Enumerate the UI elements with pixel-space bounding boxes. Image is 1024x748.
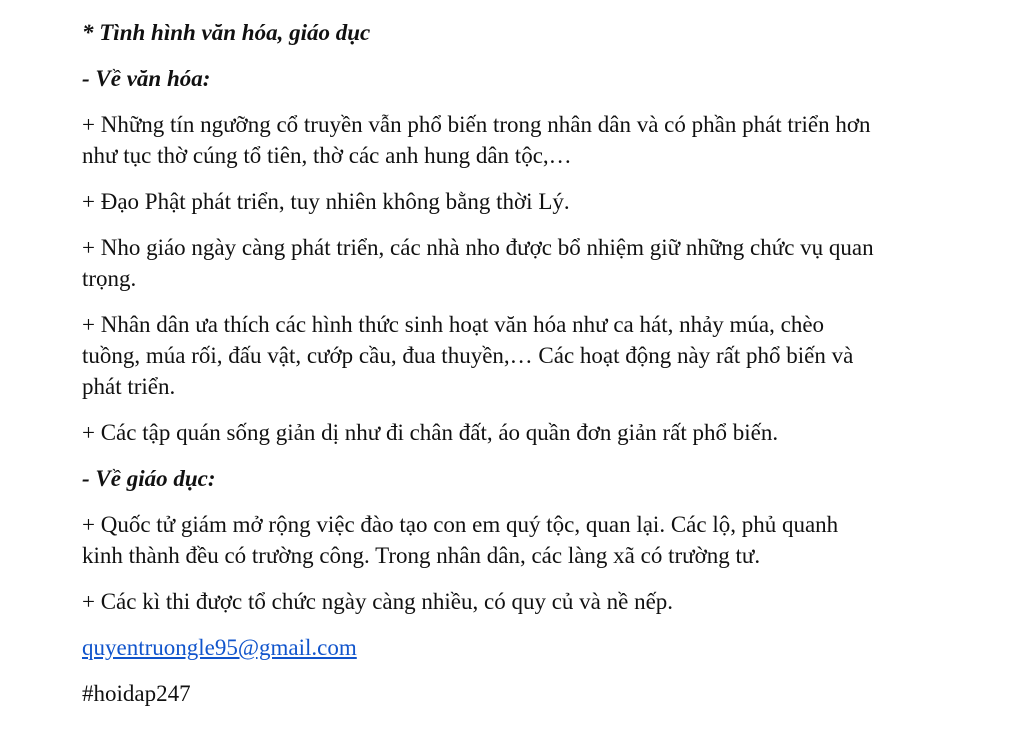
paragraph-line: + Các tập quán sống giản dị như đi chân đất, áo quần đơn giản rất phổ biến. (82, 420, 779, 445)
culture-heading: - Về văn hóa: (82, 66, 211, 91)
paragraph-line: + Những tín ngưỡng cổ truyền vẫn phổ biến trong nhân dân và có phần phát triển hơn (82, 112, 871, 137)
section-title: * Tình hình văn hóa, giáo dục (82, 20, 371, 45)
education-paragraph-1 (82, 509, 962, 571)
document-page (82, 17, 962, 724)
paragraph-line: tuồng, múa rối, đấu vật, cướp cầu, đua thuyền,… Các hoạt động này rất phổ biến và (82, 343, 854, 368)
email-block (82, 632, 962, 663)
culture-paragraph-3 (82, 232, 962, 294)
paragraph-line: + Nhân dân ưa thích các hình thức sinh hoạt văn hóa như ca hát, nhảy múa, chèo (82, 312, 825, 337)
paragraph-line: + Các kì thi được tổ chức ngày càng nhiều, có quy củ và nề nếp. (82, 589, 674, 614)
paragraph-line: kinh thành đều có trường công. Trong nhân dân, các làng xã có trường tư. (82, 543, 761, 568)
email-link[interactable]: quyentruongle95@gmail.com (82, 635, 357, 660)
culture-heading-block (82, 63, 962, 94)
culture-paragraph-2 (82, 186, 962, 217)
paragraph-line: phát triển. (82, 374, 176, 399)
hashtag-block (82, 678, 962, 709)
paragraph-line: + Đạo Phật phát triển, tuy nhiên không bằng thời Lý. (82, 189, 570, 214)
paragraph-line: + Nho giáo ngày càng phát triển, các nhà nho được bổ nhiệm giữ những chức vụ quan (82, 235, 874, 260)
culture-paragraph-1 (82, 109, 962, 171)
email-line (82, 632, 962, 663)
section-title-block (82, 17, 962, 48)
hashtag: #hoidap247 (82, 681, 191, 706)
culture-paragraph-5 (82, 417, 962, 448)
education-paragraph-2 (82, 586, 962, 617)
paragraph-line: trọng. (82, 266, 137, 291)
culture-paragraph-4 (82, 309, 962, 402)
paragraph-line: + Quốc tử giám mở rộng việc đào tạo con em quý tộc, quan lại. Các lộ, phủ quanh (82, 512, 839, 537)
education-heading: - Về giáo dục: (82, 466, 216, 491)
paragraph-line: như tục thờ cúng tổ tiên, thờ các anh hung dân tộc,… (82, 143, 572, 168)
education-heading-block (82, 463, 962, 494)
